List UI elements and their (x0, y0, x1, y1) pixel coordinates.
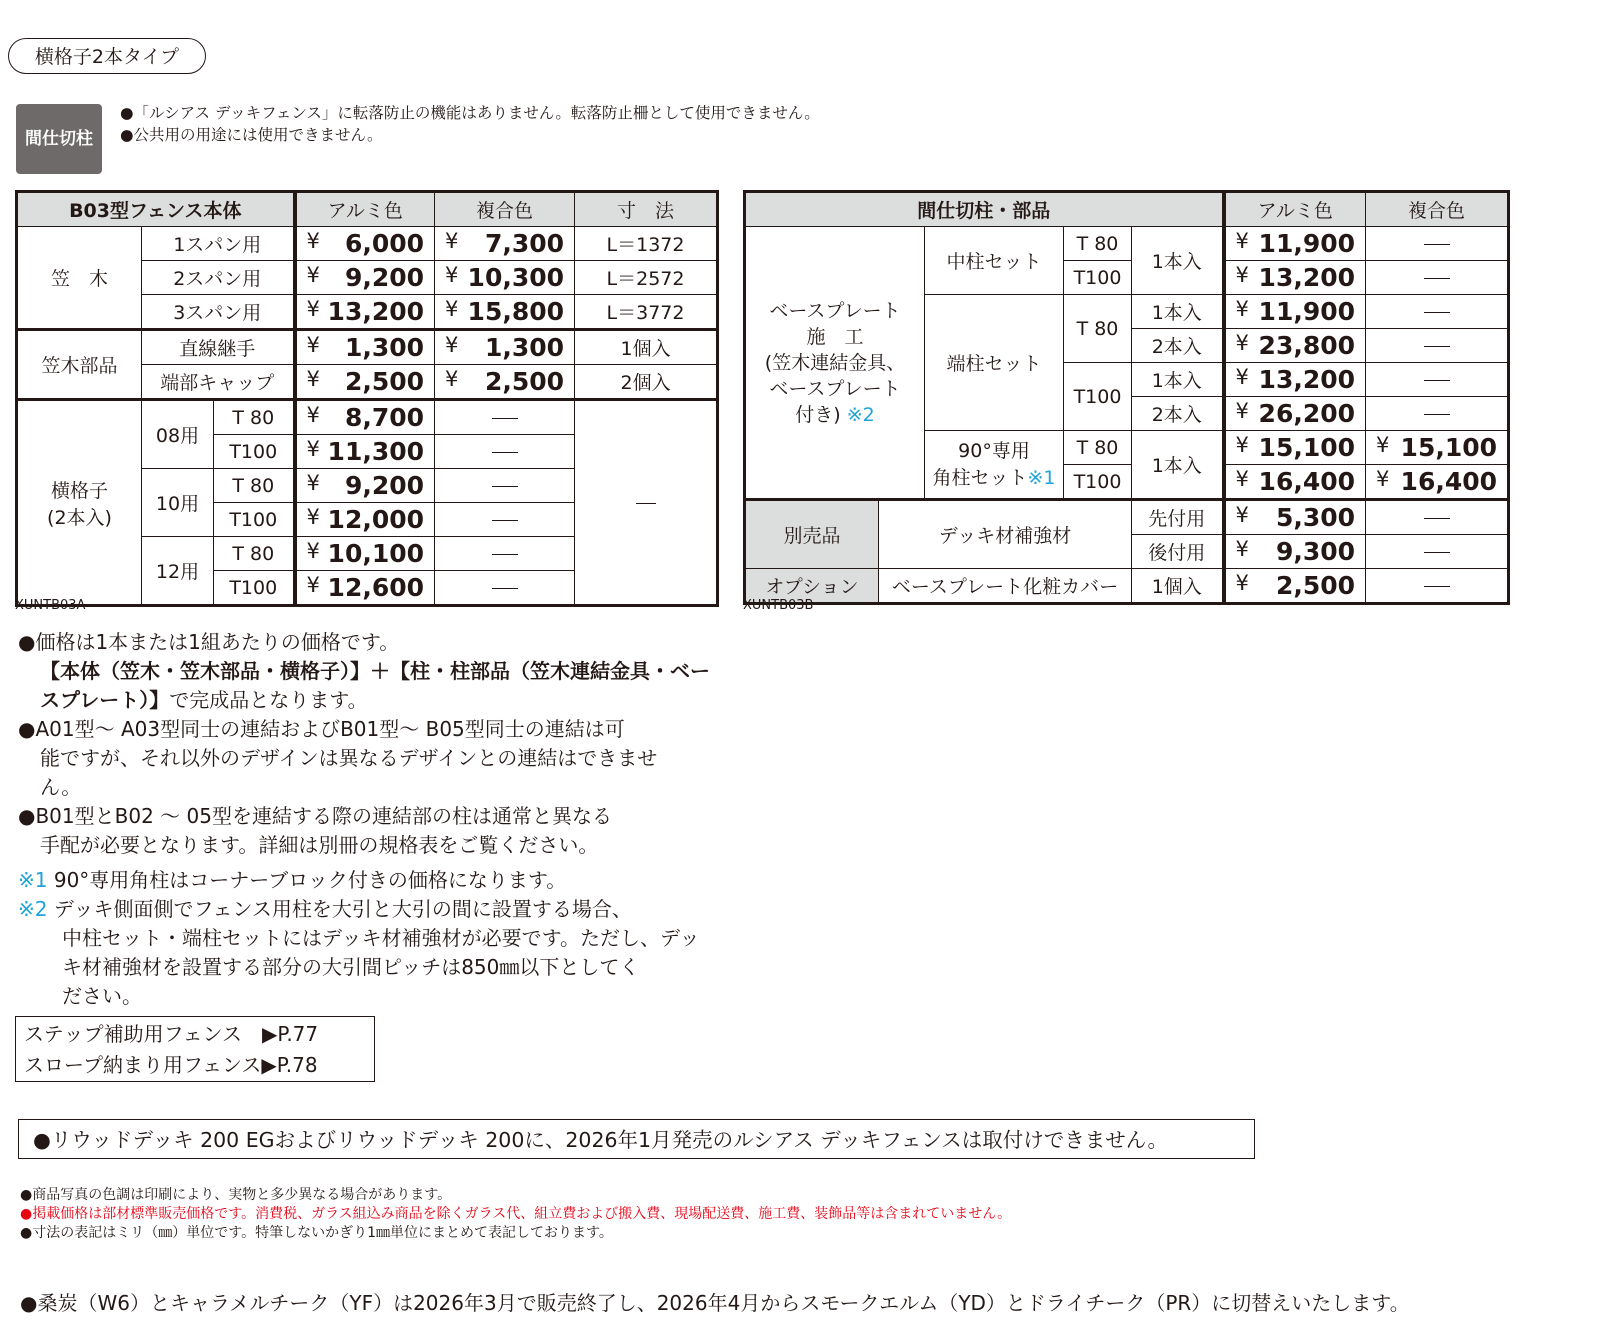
yen: ¥ (445, 229, 459, 253)
page-ref-link[interactable] (24, 1050, 366, 1081)
yen: ¥ (306, 403, 320, 427)
yen: ¥ (306, 229, 320, 253)
price-alumi: 12,600 (327, 573, 425, 602)
quantity: 1本入 (1132, 295, 1224, 329)
item-naka-set: 中柱セット (925, 227, 1064, 295)
price-fukugo: 15,100 (1400, 433, 1498, 462)
price-fukugo-none (1366, 261, 1509, 295)
thickness: T100 (214, 435, 295, 469)
label-text: 付き) (795, 403, 841, 426)
thickness: T100 (1064, 363, 1132, 431)
label-line: ベースプレート (769, 299, 901, 322)
section-tag: 間仕切柱 (16, 104, 102, 174)
yen: ¥ (1235, 571, 1249, 595)
yen: ¥ (445, 263, 459, 287)
note-line: ●A01型～ A03型同士の連結およびB01型～ B05型同士の連結は可 (18, 717, 625, 741)
price-alumi: 13,200 (1258, 263, 1356, 292)
item-deck-reinforcement: デッキ材補強材 (879, 500, 1132, 569)
yen: ¥ (306, 573, 320, 597)
fine-print (20, 1186, 1011, 1243)
price-alumi: 9,200 (344, 263, 425, 292)
label-line: 施 工 (806, 325, 864, 348)
label-line: (笠木連結金具、 (764, 351, 906, 374)
price-alumi: 11,300 (327, 437, 425, 466)
price-alumi: 11,900 (1258, 297, 1356, 326)
yen: ¥ (1235, 331, 1249, 355)
header-alumi: アルミ色 (1224, 192, 1366, 227)
size: 1個入 (575, 330, 718, 365)
yen: ¥ (1235, 467, 1249, 491)
fine-print-line: ●寸法の表記はミリ（㎜）単位です。特筆しないかぎり1㎜単位にまとめて表記しております。 (20, 1225, 613, 1241)
note-line (18, 866, 718, 895)
price-alumi: 9,200 (344, 471, 425, 500)
price-alumi: 26,200 (1258, 399, 1356, 428)
price-fukugo: 1,300 (484, 333, 565, 362)
yen: ¥ (1235, 537, 1249, 561)
label-line: 横格子 (50, 479, 108, 502)
price-alumi: 12,000 (327, 505, 425, 534)
yen: ¥ (306, 263, 320, 287)
price-fukugo-none (1366, 329, 1509, 363)
note-mark-1: ※1 (18, 868, 48, 892)
table-code-a: XUNTB03A (15, 598, 86, 613)
note-line (18, 686, 718, 715)
yen: ¥ (306, 333, 320, 357)
price-alumi: 1,300 (344, 333, 425, 362)
category-yokogoshi (17, 400, 142, 606)
warning-line: ●「ルシアス デッキフェンス」に転落防止の機能はありません。転落防止柵として使用できません。 (120, 104, 820, 122)
item-corner-set (925, 431, 1064, 500)
yen: ¥ (1376, 433, 1390, 457)
thickness: T100 (214, 503, 295, 537)
thickness: T 80 (1064, 227, 1132, 261)
item-name: 2スパン用 (142, 261, 295, 295)
thickness: T 80 (1064, 431, 1132, 465)
category-baseplate (745, 227, 925, 500)
size: L＝3772 (575, 295, 718, 330)
price-alumi: 15,100 (1258, 433, 1356, 462)
price-fukugo-none (1366, 397, 1509, 431)
fence-body-price-table (15, 190, 719, 607)
thickness: T 80 (1064, 295, 1132, 363)
thickness: T 80 (214, 469, 295, 503)
quantity: 2本入 (1132, 329, 1224, 363)
note-line: キ材補強材を設置する部分の大引間ピッチは850㎜以下としてく (62, 955, 640, 979)
header-partition-post: 間仕切柱・部品 (745, 192, 1224, 227)
yen: ¥ (445, 297, 459, 321)
item-name: 3スパン用 (142, 295, 295, 330)
warnings (120, 102, 820, 146)
note-line: ●価格は1本または1組あたりの価格です。 (18, 630, 400, 654)
thickness: T 80 (214, 400, 295, 435)
notes (18, 628, 718, 1011)
yen: ¥ (1235, 399, 1249, 423)
note-mark-1: ※1 (1027, 466, 1056, 489)
partition-post-price-table (743, 190, 1510, 605)
label-line: 90°専用 (958, 439, 1030, 462)
yen: ¥ (1235, 503, 1249, 527)
table-code-b: XUNTB03B (743, 598, 814, 613)
note-line: ん。 (40, 775, 82, 799)
size: 2個入 (575, 365, 718, 400)
yen: ¥ (1235, 297, 1249, 321)
price-fukugo-none (1366, 569, 1509, 604)
page-ref-label: ステップ補助用フェンス (24, 1022, 262, 1046)
category-sold-separately: 別売品 (745, 500, 879, 569)
color-change-notice: ●桑炭（W6）とキャラメルチーク（YF）は2026年3月で販売終了し、2026年4月からスモークエルム（YD）とドライチーク（PR）に切替えいたします。 (20, 1291, 1410, 1315)
yen: ¥ (1235, 263, 1249, 287)
price-fukugo-none (1366, 363, 1509, 397)
quantity: 1本入 (1132, 431, 1224, 500)
price-alumi: 11,900 (1258, 229, 1356, 258)
compatibility-banner: ●リウッドデッキ 200 EGおよびリウッドデッキ 200に、2026年1月発売のルシアス デッキフェンスは取付けできません。 (18, 1119, 1255, 1159)
note-mark-2: ※2 (846, 403, 875, 426)
yen: ¥ (1235, 433, 1249, 457)
note-line (18, 895, 718, 924)
yen: ¥ (445, 333, 459, 357)
header-fence-body: B03型フェンス本体 (17, 192, 295, 227)
yen: ¥ (306, 471, 320, 495)
size-none (575, 400, 718, 606)
header-alumi: アルミ色 (295, 192, 435, 227)
group-name: 10用 (142, 469, 214, 537)
yen: ¥ (445, 367, 459, 391)
yen: ¥ (1235, 365, 1249, 389)
note-bold: スプレート）】 (40, 688, 170, 712)
label-line (925, 465, 1063, 492)
price-fukugo-none (435, 400, 575, 435)
item-name: 1スパン用 (142, 227, 295, 261)
price-alumi: 9,300 (1275, 537, 1356, 566)
price-alumi: 5,300 (1275, 503, 1356, 532)
header-fukugo: 複合色 (435, 192, 575, 227)
page-ref-label: スロープ納まり用フェンス (24, 1053, 262, 1077)
group-name: 08用 (142, 400, 214, 469)
price-alumi: 13,200 (1258, 365, 1356, 394)
note-line: ださい。 (62, 984, 142, 1008)
price-fukugo: 7,300 (484, 229, 565, 258)
price-fukugo-none (1366, 227, 1509, 261)
label-line: ベースプレート (769, 377, 901, 400)
price-alumi: 2,500 (1275, 571, 1356, 600)
yen: ¥ (306, 539, 320, 563)
price-fukugo-none (435, 537, 575, 571)
thickness: T100 (1064, 261, 1132, 295)
category-kasagi: 笠 木 (17, 227, 142, 330)
label-line (746, 402, 924, 428)
quantity: 1本入 (1132, 227, 1224, 295)
table-row (17, 227, 718, 261)
quantity: 先付用 (1132, 500, 1224, 535)
price-fukugo-none (1366, 295, 1509, 329)
price-alumi: 2,500 (344, 367, 425, 396)
page-references (15, 1016, 375, 1082)
price-fukugo-none (435, 435, 575, 469)
note-text: デッキ側面側でフェンス用柱を大引と大引の間に設置する場合、 (47, 897, 632, 921)
item-hashi-set: 端柱セット (925, 295, 1064, 431)
item-name: 端部キャップ (142, 365, 295, 400)
price-fukugo-none (1366, 500, 1509, 535)
header-fukugo: 複合色 (1366, 192, 1509, 227)
yen: ¥ (1376, 467, 1390, 491)
header-size: 寸 法 (575, 192, 718, 227)
quantity: 1個入 (1132, 569, 1224, 604)
size: L＝1372 (575, 227, 718, 261)
price-alumi: 23,800 (1258, 331, 1356, 360)
price-fukugo: 16,400 (1400, 467, 1498, 496)
page-ref-link[interactable] (24, 1019, 366, 1050)
type-label: 横格子2本タイプ (8, 38, 206, 74)
thickness: T100 (214, 571, 295, 606)
quantity: 2本入 (1132, 397, 1224, 431)
price-alumi: 8,700 (344, 403, 425, 432)
note-line: 手配が必要となります。詳細は別冊の規格表をご覧ください。 (40, 833, 599, 857)
warning-line: ●公共用の用途には使用できません。 (120, 126, 383, 144)
yen: ¥ (306, 367, 320, 391)
page-ref-number: ▶P.77 (262, 1022, 319, 1046)
thickness: T 80 (214, 537, 295, 571)
note-text: 90°専用角柱はコーナーブロック付きの価格になります。 (47, 868, 567, 892)
label-line: (2本入) (47, 506, 112, 529)
group-name: 12用 (142, 537, 214, 606)
price-fukugo: 10,300 (467, 263, 565, 292)
fine-print-line-alert: ●掲載価格は部材標準販売価格です。消費税、ガラス組込み商品を除くガラス代、組立費および搬入費、現場配送費、施工費、装飾品等は含まれていません。 (20, 1206, 1012, 1222)
price-fukugo-none (435, 503, 575, 537)
note-line: ●B01型とB02 ～ 05型を連結する際の連結部の柱は通常と異なる (18, 804, 612, 828)
quantity: 後付用 (1132, 535, 1224, 569)
yen: ¥ (306, 297, 320, 321)
yen: ¥ (306, 505, 320, 529)
price-alumi: 16,400 (1258, 467, 1356, 496)
note-line: 能ですが、それ以外のデザインは異なるデザインとの連結はできませ (40, 746, 658, 770)
table-row (17, 330, 718, 365)
price-fukugo-none (435, 469, 575, 503)
price-fukugo: 15,800 (467, 297, 565, 326)
fine-print-line: ●商品写真の色調は印刷により、実物と多少異なる場合があります。 (20, 1187, 452, 1203)
table-row (17, 400, 718, 435)
page-ref-number: ▶P.78 (261, 1053, 318, 1077)
size: L＝2572 (575, 261, 718, 295)
note-line: 中柱セット・端柱セットにはデッキ材補強材が必要です。ただし、デッ (62, 926, 700, 950)
price-fukugo-none (1366, 535, 1509, 569)
label-text: 角柱セット (932, 466, 1028, 489)
item-baseplate-cover: ベースプレート化粧カバー (879, 569, 1132, 604)
price-fukugo: 2,500 (484, 367, 565, 396)
category-kasagi-parts: 笠木部品 (17, 330, 142, 400)
category-option: オプション (745, 569, 879, 604)
table-row (745, 569, 1509, 604)
table-row (745, 500, 1509, 535)
quantity: 1本入 (1132, 363, 1224, 397)
yen: ¥ (306, 437, 320, 461)
yen: ¥ (1235, 229, 1249, 253)
note-line (18, 657, 718, 686)
price-alumi: 13,200 (327, 297, 425, 326)
item-name: 直線継手 (142, 330, 295, 365)
table-row (745, 227, 1509, 261)
price-alumi: 6,000 (344, 229, 425, 258)
price-alumi: 10,100 (327, 539, 425, 568)
note-mark-2: ※2 (18, 897, 48, 921)
note-bold: 【本体（笠木・笠木部品・横格子）】＋【柱・柱部品（笠木連結金具・ベー (40, 659, 710, 683)
note-text: で完成品となります。 (169, 688, 368, 712)
price-fukugo-none (435, 571, 575, 606)
thickness: T100 (1064, 465, 1132, 500)
